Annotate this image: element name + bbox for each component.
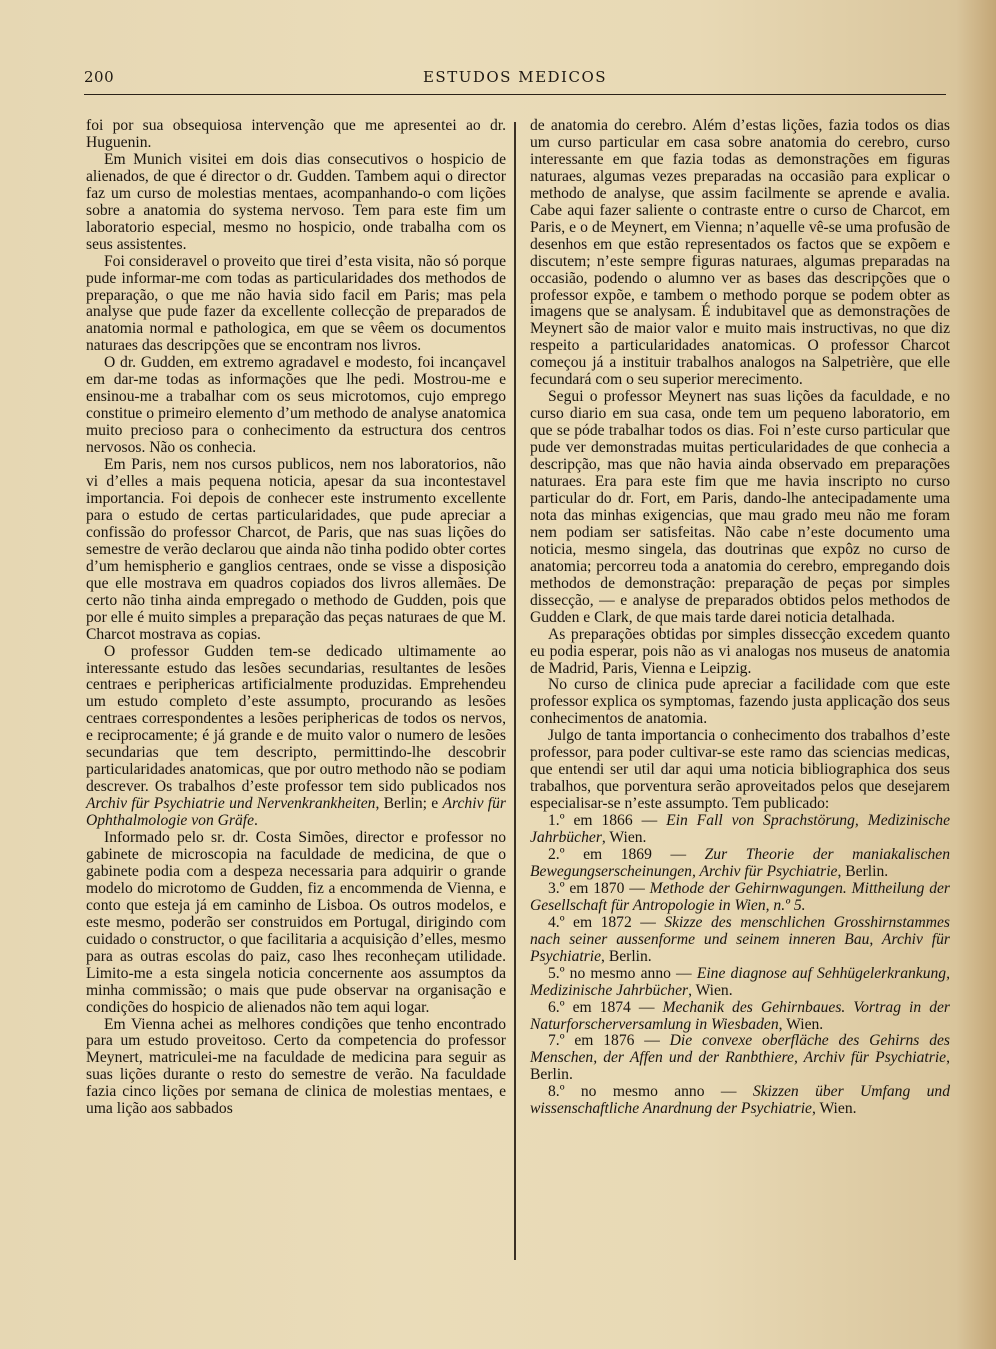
body-paragraph: Em Vienna achei as melhores condições que tenho encontrado para um estudo proveitoso. Certo da competencia do professor Meynert, matriculei-me na faculdade de medicina para seguir as suas lições durante o resto do semestre de verão. Na faculdade fazia cinco lições por semana de clinica de molestias mentaes, e uma lição aos sabbados bbox=[86, 1015, 506, 1118]
left-text-column bbox=[86, 118, 506, 1266]
body-paragraph: As preparações obtidas por simples dissecção excedem quanto eu podia esperar, pois não as vi analogas nos museus de anatomia de Madrid, Paris, Vienna e Leipzig. bbox=[530, 625, 950, 677]
reference-item: 5.º no mesmo anno — Eine diagnose auf Sehhügelerkrankung, Medizinische Jahrbücher, Wien. bbox=[530, 964, 950, 999]
reference-item: 1.º em 1866 — Ein Fall von Sprachstörung, Medizinische Jahrbücher, Wien. bbox=[530, 812, 950, 847]
page-number: 200 bbox=[84, 68, 115, 86]
body-paragraph: Segui o professor Meynert nas suas lições da faculdade, e no curso diario em sua casa, onde tem um pequeno laboratorio, em que se póde trabalhar todos os dias. Foi n’este curso particular que pude ver demonstradas muitas perticularidades de que conhecia a descripção, mas que não havia ainda observado em preparações naturaes. Era para este fim que me havia inscripto no curso particular do dr. Fort, em Paris, dando-lhe antecipadamente uma nota das minhas exigencias, que mau grado meu não me foram nem podiam ser satisfeitas. Não cabe n’este documento uma noticia, mesmo singela, das doutrinas que expôz no curso de anatomia; percorreu toda a anatomia do cerebro, empregando dois methodos de demonstração: preparação de peças por simples dissecção, — e analyse de preparados obtidos pelos methodos de Gudden e Clark, de que mais tarde darei noticia detalhada. bbox=[530, 388, 950, 626]
body-paragraph: O dr. Gudden, em extremo agradavel e modesto, foi incançavel em dar-me todas as informações que lhe pedi. Mostrou-me e ensinou-me a trabalhar com os seus microtomos, cujo emprego constitue o primeiro elemento d’um methodo de analyse anatomica muito precioso para o conhecimento da estructura dos centros nervosos. Não os conhecia. bbox=[86, 354, 506, 457]
reference-item: 6.º em 1874 — Mechanik des Gehirnbaues. Vortrag in der Naturforscherversamlung in Wiesbaden, Wien. bbox=[530, 998, 950, 1033]
reference-item: 3.º em 1870 — Methode der Gehirnwagungen. Mittheilung der Gesellschaft für Antropologie in Wien, n.º 5. bbox=[530, 879, 950, 914]
body-paragraph: No curso de clinica pude apreciar a facilidade com que este professor explica os symptomas, fazendo justa applicação dos seus conhecimentos de anatomia. bbox=[530, 676, 950, 728]
body-paragraph: Julgo de tanta importancia o conhecimento dos trabalhos d’este professor, para poder cultivar-se este ramo das sciencias medicas, que entendi ser util dar aqui uma noticia bibliographica dos seus trabalhos, que porventura serão aproveitados pelos que desejarem especialisar-se n’este assumpto. Tem publicado: bbox=[530, 727, 950, 813]
column-divider bbox=[514, 122, 516, 1260]
right-text-column bbox=[530, 118, 950, 1266]
body-paragraph: Em Munich visitei em dois dias consecutivos o hospicio de alienados, de que é director o dr. Gudden. Tambem aqui o director faz um curso de molestias mentaes, acompanhando-o com lições sobre a anatomia do systema nervoso. Tem para este fim um laboratorio especial, mesmo no hospicio, onde trabalha com os seus assistentes. bbox=[86, 150, 506, 253]
reference-item: 2.º em 1869 — Zur Theorie der maniakalischen Bewegungserscheinungen, Archiv für Psychiatrie, Berlin. bbox=[530, 845, 950, 880]
running-title: ESTUDOS MEDICOS bbox=[422, 68, 608, 86]
body-paragraph: de anatomia do cerebro. Além d’estas lições, fazia todos os dias um curso particular em casa sobre anatomia do cerebro, curso interessante em que fazia todas as demonstrações em figuras naturaes, algumas vezes preparadas na occasião para explicar o methodo de analyse, que assim facilmente se aprende e avalia. Cabe aqui fazer saliente o contraste entre o curso de Charcot, em Paris, e o de Meynert, em Vienna; n’aquelle vê-se uma profusão de desenhos em que estão representados os factos que se expõem e discutem; n’este sempre figuras naturaes, algumas preparadas na occasião, podendo o alumno ver as bases das descripções que o professor expõe, e tambem o methodo porque se podem obter as imagens que se analysam. É indubitavel que as demonstrações de Meynert são de maior valor e muito mais instructivas, no que diz respeito a particularidades anatomicas. O professor Charcot começou já a instituir trabalhos analogos na Salpetrière, que elle fecundará com o seu superior merecimento. bbox=[530, 117, 950, 389]
body-paragraph: O professor Gudden tem-se dedicado ultimamente ao interessante estudo das lesões secundarias, resultantes de lesões centraes e periphericas artificialmente produzidas. Emprehendeu um estudo completo d’este assumpto, procurando as lesões centraes correspondentes a lesões periphericas de todos os nervos, e reciprocamente; é já grande e de muito valor o numero de lesões secundarias que tem descripto, permittindo-lhe descobrir particularidades anatomicas, que por outro methodo não se podiam descrever. Os trabalhos d’este professor tem sido publicados nos Archiv für Psychiatrie und Nervenkrankheiten, Berlin; e Archiv für Ophthalmologie von Gräfe. bbox=[86, 642, 506, 830]
reference-item: 4.º em 1872 — Skizze des menschlichen Grosshirnstammes nach seiner aussenforme und seinem inneren Bau, Archiv für Psychiatrie, Berlin. bbox=[530, 913, 950, 965]
page-header bbox=[84, 68, 946, 95]
reference-item: 7.º em 1876 — Die convexe oberfläche des Gehirns des Menschen, der Affen und der Ranbthiere, Archiv für Psychiatrie, Berlin. bbox=[530, 1032, 950, 1084]
body-paragraph: foi por sua obsequiosa intervenção que me apresentei ao dr. Huguenin. bbox=[86, 117, 506, 151]
body-paragraph: Em Paris, nem nos cursos publicos, nem nos laboratorios, não vi d’elles a mais pequena noticia, apesar da sua incontestavel importancia. Foi depois de conhecer este instrumento excellente para o estudo de certas particularidades, que pude apreciar a confissão do professor Charcot, de Paris, que nas suas lições do semestre de verão declarou que ainda não tinha podido obter cortes d’um hemispherio e ganglios centraes, onde se visse a disposição que elle mostrava em quadros copiados dos livros allemães. De certo não tinha ainda empregado o methodo de Gudden, pois que por elle é muito simples a preparação das peças naturaes de que M. Charcot mostrava as copias. bbox=[86, 456, 506, 643]
body-paragraph: Informado pelo sr. dr. Costa Simões, director e professor no gabinete de microscopia na faculdade de medicina, de que o gabinete podia com a despeza necessaria para adquirir o grande modelo do microtomo de Gudden, fiz a encommenda de Vienna, e conto que esteja já em caminho de Lisboa. Os outros modelos, e este mesmo, poderão ser construidos em Portugal, dirigindo com cuidado o constructor, o que facilitaria a acquisição d’elles, mesmo para as outras escolas do paiz, caso lhes reconheçam utilidade. Limito-me a esta singela noticia concernente aos assumptos da minha commissão; o mais que pude observar na organisação e condições do hospicio de alienados não tem aqui logar. bbox=[86, 829, 506, 1016]
body-paragraph: Foi consideravel o proveito que tirei d’esta visita, não só porque pude informar-me com todas as particularidades dos methodos de preparação, o que me não havia sido facil em Paris; mas pela analyse que pude fazer da excellente collecção de preparados de anatomia normal e pathologica, em que se vêem os documentos naturaes das descripções que se encontram nos livros. bbox=[86, 252, 506, 355]
reference-item: 8.º no mesmo anno — Skizzen über Umfang und wissenschaftliche Anardnung der Psychiatrie, Wien. bbox=[530, 1083, 950, 1118]
